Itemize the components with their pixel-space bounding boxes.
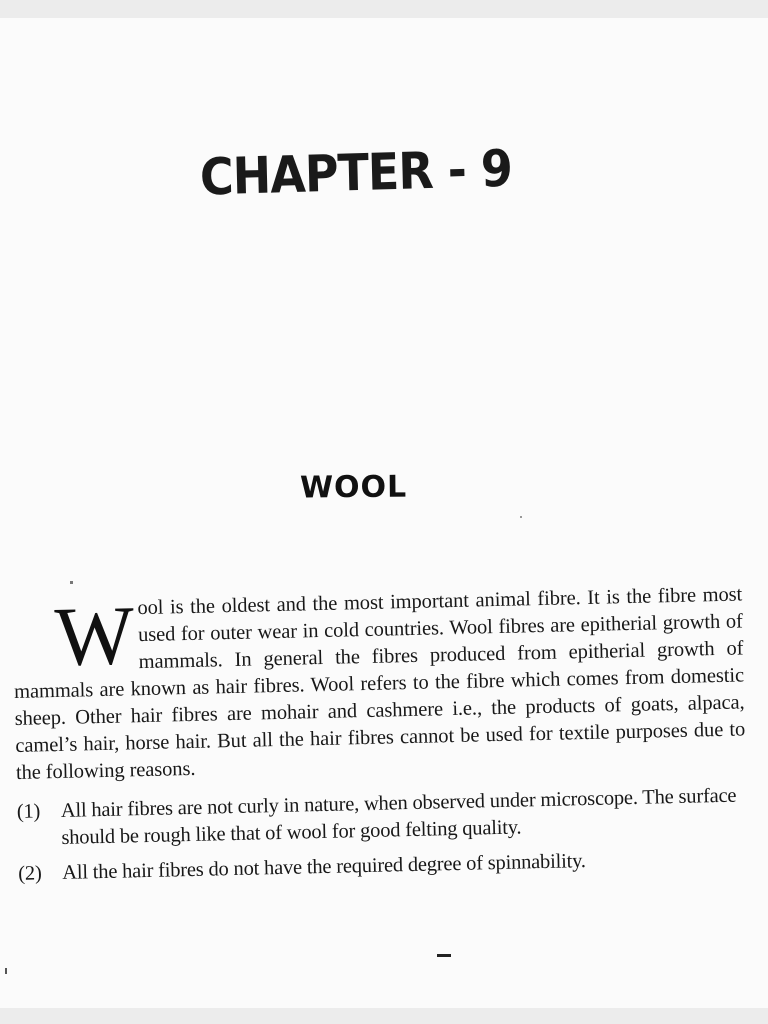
reason-text: All the hair fibres do not have the required degree of spinnability. bbox=[62, 850, 586, 884]
intro-text: ool is the oldest and the most important animal fibre. It is the fibre most used for outer wear in cold countries. Wool fibres are epitherial growth of mammals. In general the fibres produced from epitherial growth of mammals are known as hair fibres. Wool refers to the fibre which comes from domestic sheep. Other hair fibres are mohair and cashmere i.e., the products of goats, alpaca, camel’s hair, horse hair. But all the hair fibres cannot be used for textile purposes due to the following reasons. bbox=[13, 583, 746, 784]
scan-speck bbox=[520, 516, 522, 518]
reasons-list bbox=[17, 782, 749, 888]
reason-number: (1) bbox=[16, 800, 41, 823]
intro-paragraph bbox=[12, 581, 746, 787]
chapter-title: CHAPTER - 9 bbox=[199, 138, 513, 207]
scan-dash-mark bbox=[437, 954, 451, 957]
reason-item bbox=[17, 782, 748, 853]
body-text bbox=[12, 581, 749, 895]
scan-speck bbox=[5, 968, 7, 974]
section-title: WOOL bbox=[299, 469, 408, 506]
document-page bbox=[0, 18, 768, 1008]
reason-text: All hair fibres are not curly in nature, when observed under microscope. The surface should be rough like that of wool for good felting quality. bbox=[60, 784, 737, 849]
scan-speck bbox=[70, 581, 73, 584]
reason-item bbox=[18, 844, 748, 888]
reason-number: (2) bbox=[18, 862, 42, 885]
drop-cap: W bbox=[53, 589, 136, 685]
